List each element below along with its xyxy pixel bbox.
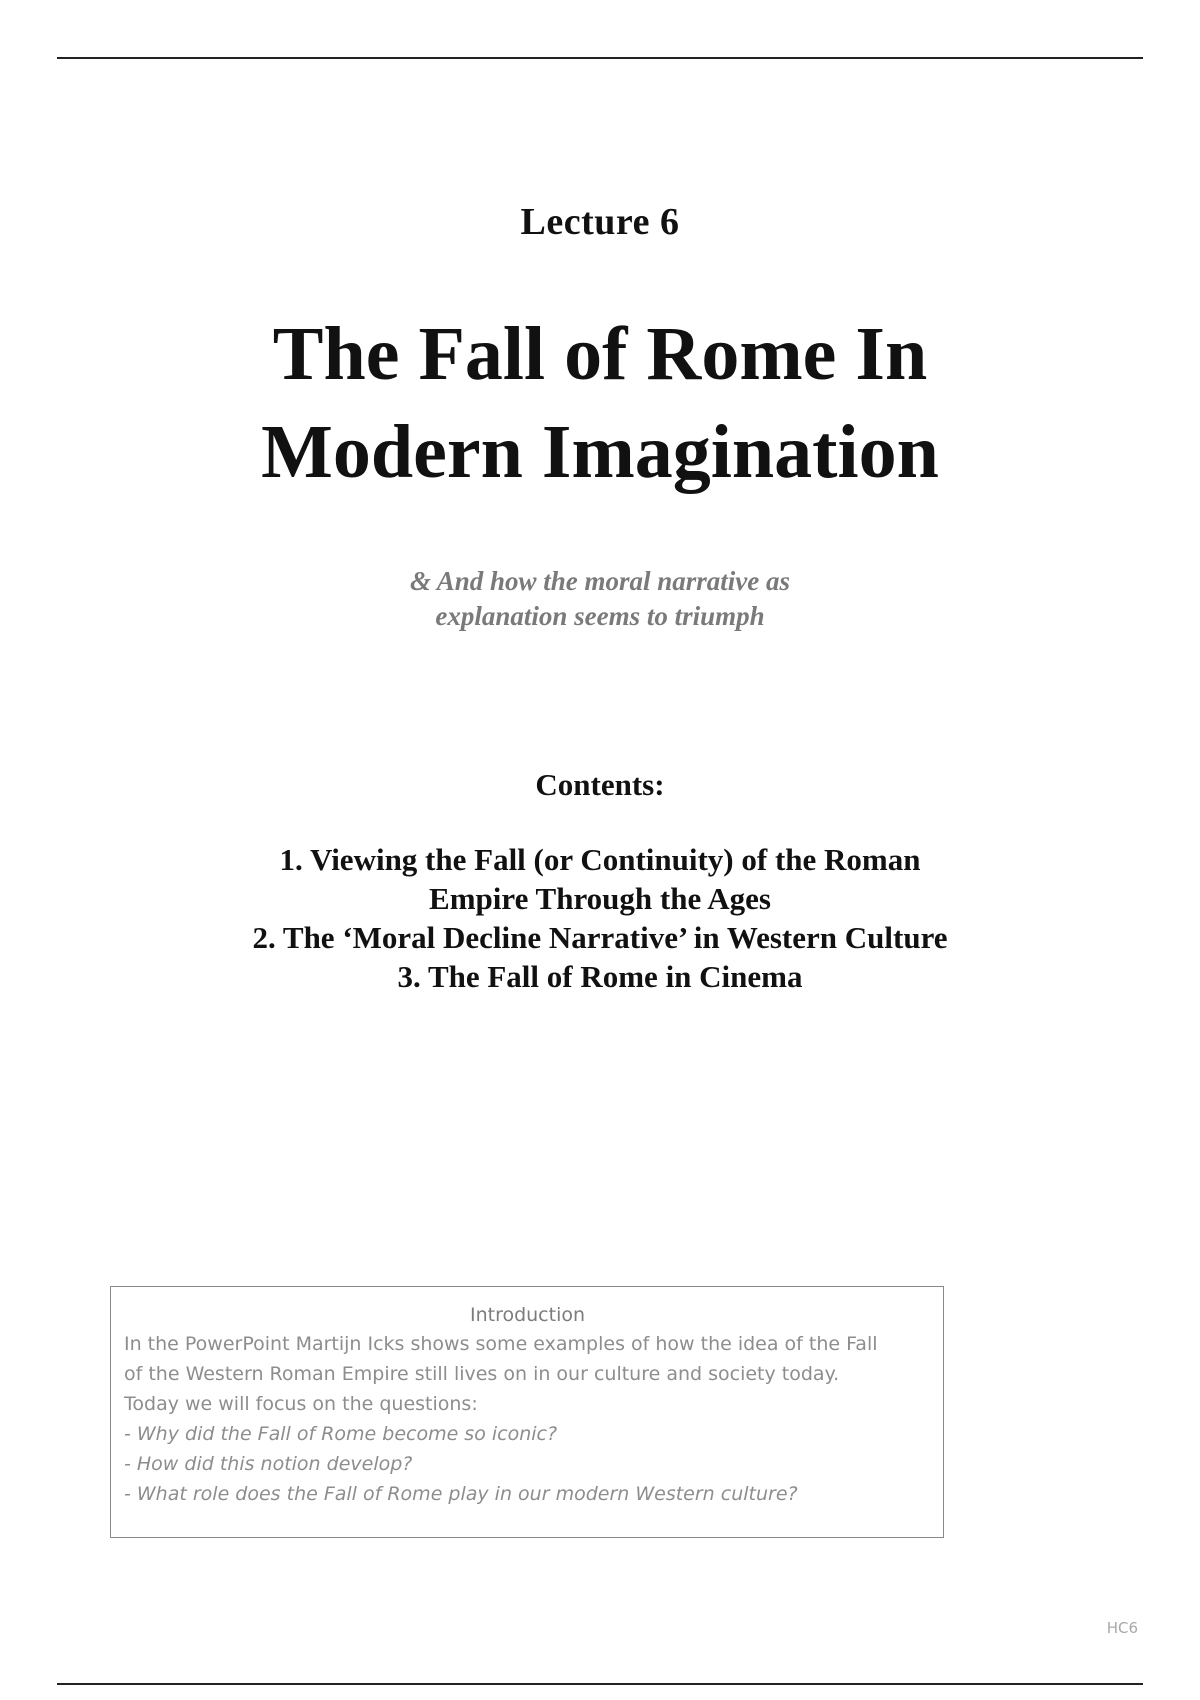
contents-item [0, 840, 1200, 918]
subtitle-line: explanation seems to triumph [435, 601, 765, 631]
contents-item [0, 957, 1200, 996]
introduction-text-line: of the Western Roman Empire still lives on in our culture and society today. [124, 1363, 840, 1385]
subtitle-line: & And how the moral narrative as [409, 566, 791, 596]
lecture-label: Lecture 6 [520, 201, 680, 243]
contents-item-line: 3. The Fall of Rome in Cinema [397, 959, 803, 994]
introduction-text-line: In the PowerPoint Martijn Icks shows some examples of how the idea of the Fall [124, 1333, 878, 1355]
page-title [0, 305, 1200, 501]
bottom-divider [57, 1683, 1143, 1685]
contents-list [0, 840, 1200, 996]
introduction-question: - Why did the Fall of Rome become so iconic? [124, 1423, 558, 1445]
contents-heading: Contents: [535, 767, 665, 802]
contents-item-line: 1. Viewing the Fall (or Continuity) of the Roman [279, 842, 921, 877]
contents-item-line: Empire Through the Ages [429, 881, 771, 916]
title-line: Modern Imagination [261, 410, 939, 494]
introduction-box [110, 1286, 944, 1538]
introduction-heading: Introduction [469, 1304, 586, 1326]
contents-item [0, 918, 1200, 957]
introduction-question: - What role does the Fall of Rome play in our modern Western culture? [124, 1483, 798, 1505]
top-divider [57, 57, 1143, 59]
introduction-question: - How did this notion develop? [124, 1453, 413, 1475]
introduction-text-line: Today we will focus on the questions: [124, 1393, 478, 1415]
contents-item-line: 2. The ‘Moral Decline Narrative’ in Western Culture [252, 920, 948, 955]
title-line: The Fall of Rome In [272, 312, 928, 396]
page-code: HC6 [1106, 1619, 1138, 1637]
subtitle [0, 564, 1200, 634]
